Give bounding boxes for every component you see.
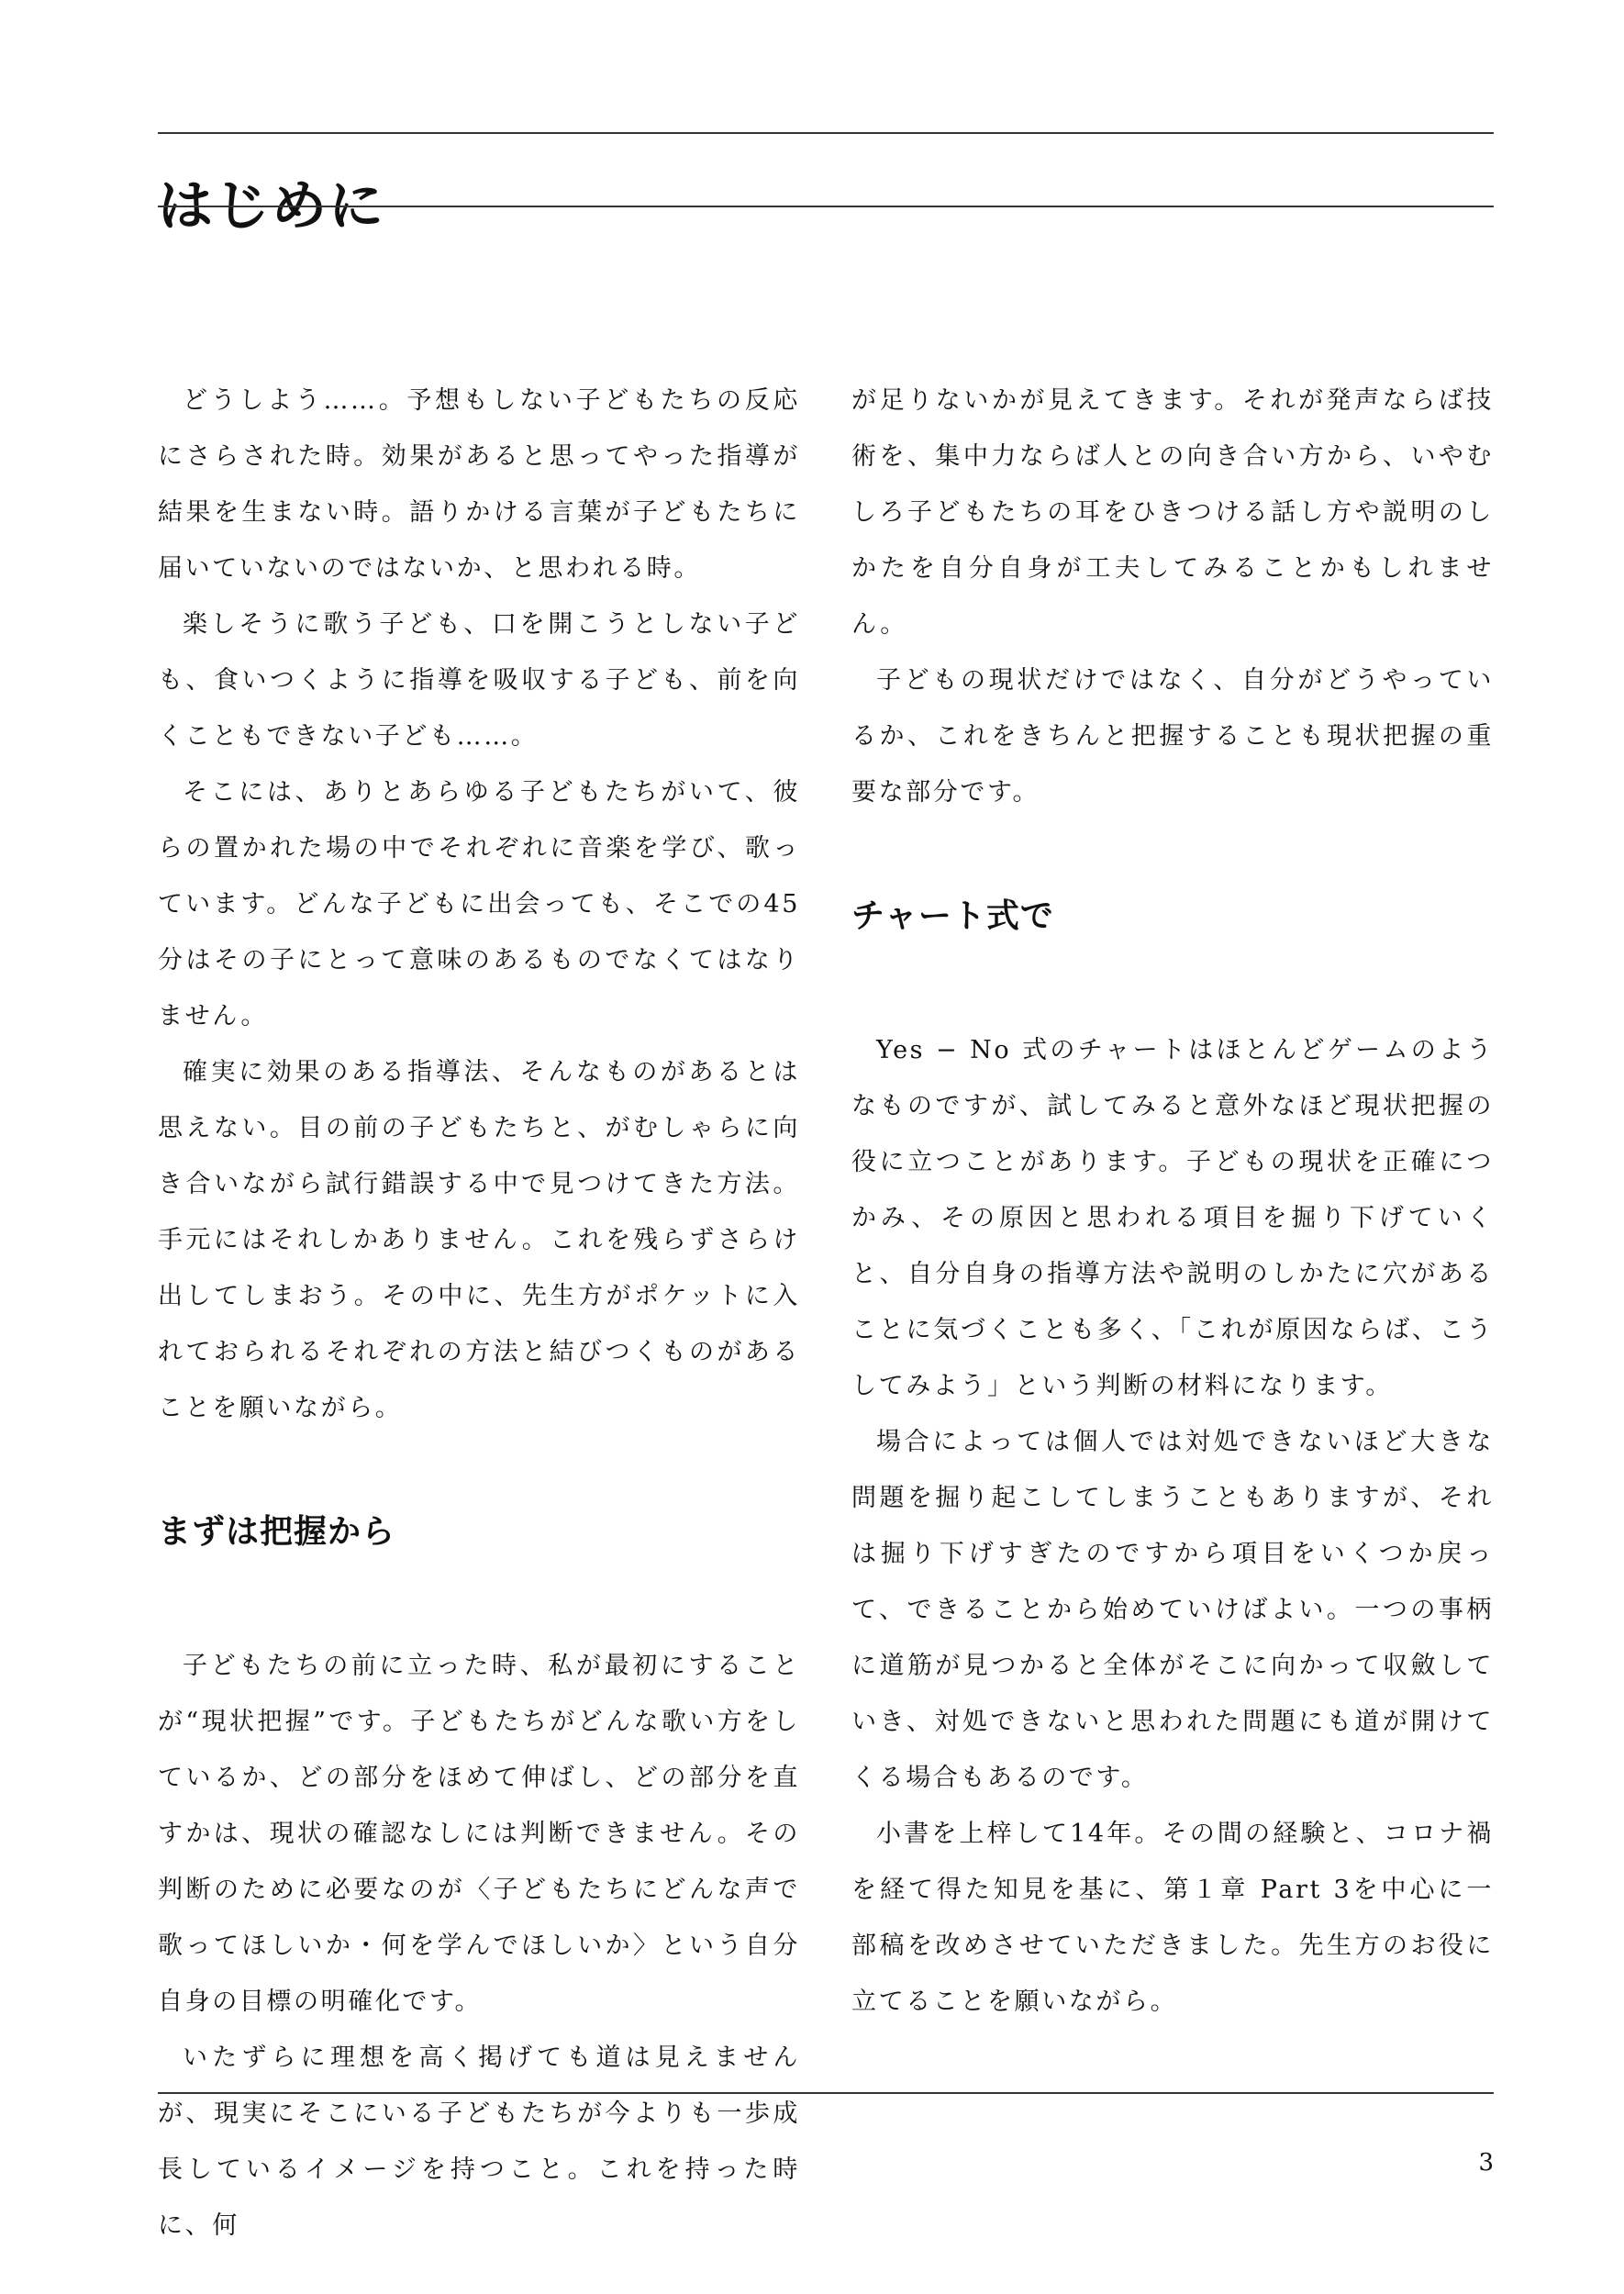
left-paragraph: いたずらに理想を高く掲げても道は見えませんが、現実にそこにいる子どもたちが今よりも一歩成長しているイメージを持つこと。これを持った時に、何 [158,2043,800,2240]
right-paragraph: 場合によっては個人では対処できないほど大きな問題を掘り起こしてしまうこともありますが、それは掘り下げすぎたのですから項目をいくつか戻って、できることから始めていけばよい。一つの事柄に道筋が見つかると全体がそこに向かって収斂していき、対処できないと思われた問題にも道が開けてくる場合もあるのです。 [851,1428,1494,1792]
right-paragraph: 子どもの現状だけではなく、自分がどうやっているか、これをきちんと把握することも現状把握の重要な部分です。 [851,666,1494,807]
left-paragraph: どうしよう……。予想もしない子どもたちの反応にさらされた時。効果があると思ってやった指導が結果を生まない時。語りかける言葉が子どもたちに届いていないのではないか、と思われる時。 [158,386,800,583]
right-paragraph: 小書を上梓して14年。その間の経験と、コロナ禍を経て得た知見を基に、第１章 Part 3を中心に一部稿を改めさせていただきました。先生方のお役に立てることを願いながら。 [851,1820,1494,2016]
left-paragraph: 確実に効果のある指導法、そんなものがあるとは思えない。目の前の子どもたちと、がむしゃらに向き合いながら試行錯誤する中で見つけてきた方法。手元にはそれしかありません。これを残らずさらけ出してしまおう。その中に、先生方がポケットに入れておられるそれぞれの方法と結びつくものがあることを願いながら。 [158,1058,800,1422]
page-title: はじめに [158,174,385,239]
section-spacer [851,967,1494,1022]
bottom-rule [158,2092,1494,2094]
top-rule [158,132,1494,134]
left-paragraph: そこには、ありとあらゆる子どもたちがいて、彼らの置かれた場の中でそれぞれに音楽を学び、歌っています。どんな子どもに出会っても、そこでの45分はその子にとって意味のあるものでなくてはなりません。 [158,778,801,1030]
left-paragraph: 楽しそうに歌う子ども、口を開こうとしない子ども、食いつくように指導を吸収する子ども、前を向くこともできない子ども……。 [158,610,800,751]
page-number: 3 [1478,2149,1494,2177]
left-column [158,373,800,2254]
right-paragraph: Yes − No 式のチャートはほとんどゲームのようなものですが、試してみると意外なほど現状把握の役に立つことがあります。子どもの現状を正確につかみ、その原因と思われる項目を掘り下げていくと、自分自身の指導方法や説明のしかたに穴があることに気づくことも多く、「これが原因ならば、こうしてみよう」という判断の材料になります。 [851,1036,1494,1400]
section-heading-grasp: まずは把握から [158,1513,396,1551]
section-spacer [851,820,1494,866]
left-paragraph: 子どもたちの前に立った時、私が最初にすることが“現状把握”です。子どもたちがどんな歌い方をしているか、どの部分をほめて伸ばし、どの部分を直すかは、現状の確認なしには判断できません。その判断のために必要なのが〈子どもたちにどんな声で歌ってほしいか・何を学んでほしいか〉という自分自身の目標の明確化です。 [158,1652,800,2016]
title-underline-rule [158,206,1494,207]
section-spacer [158,1583,800,1638]
right-continuation-paragraph: が足りないかが見えてきます。それが発声ならば技術を、集中力ならば人との向き合い方から、いやむしろ子どもたちの耳をひきつける話し方や説明のしかたを自分自身が工夫してみることかもしれません。 [851,386,1494,639]
section-spacer [158,1436,800,1482]
section-heading-chart: チャート式で [851,897,1054,935]
right-column [851,373,1494,2030]
